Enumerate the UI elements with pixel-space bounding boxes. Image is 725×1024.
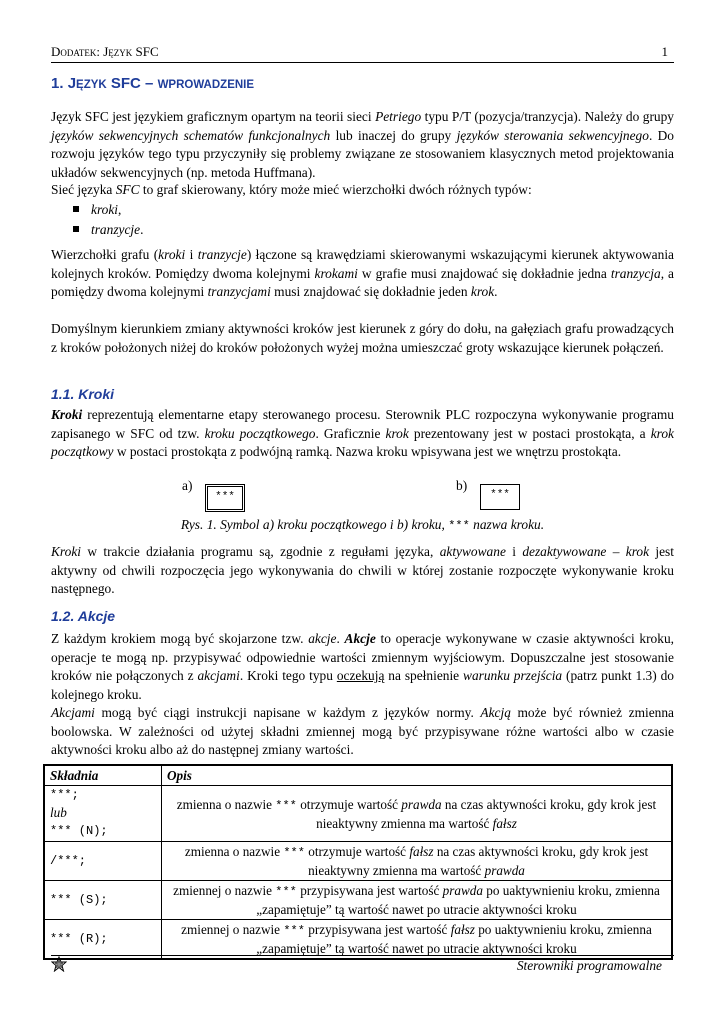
description-cell: zmienna o nazwie *** otrzymuje wartość prawda na czas aktywności kroku, gdy krok jest nieaktywny zmienna ma wartość fałsz — [162, 786, 673, 842]
page-footer — [51, 955, 674, 973]
intro-paragraph-1: Język SFC jest językiem graficznym opartym na teorii sieci Petriego typu P/T (pozycja/tranzycja). Należy do grupy języków sekwencyjnych schematów funkcjonalnych lub inaczej do grupy języków sterowania sekwencyjnego. Do rozwoju języków tego typu przyczyniły się problemy związane ze stosowaniem klasycznych metod projektowania układów sekwencyjnych (np. metoda Huffmana). — [51, 109, 675, 180]
table-row — [44, 842, 672, 881]
figure-label-b: b) — [456, 478, 468, 493]
akcje-paragraph-2: Akcjami mogą być ciągi instrukcji napisane w każdym z języków normy. Akcją może być również zmienna boolowska. W zależności od użytej składni zmiennej mogą być przypisywane różne wartości albo w czasie aktywności kroku albo aż do następnej zmiany wartości. — [51, 705, 674, 757]
step-symbol: *** — [480, 484, 520, 510]
description-cell: zmiennej o nazwie *** przypisywana jest wartość fałsz po uaktywnieniu kroku, zmienna „zapamiętuje” tą wartość nawet po utracie aktywności kroku — [162, 920, 673, 960]
bullet-square-icon — [73, 206, 79, 212]
table-row — [44, 881, 672, 920]
bullet-item-tranzycje: tranzycje. — [73, 221, 143, 239]
table-header-row — [44, 765, 672, 786]
table-row — [44, 786, 672, 842]
footer-title: Sterowniki programowalne — [516, 958, 662, 973]
logo-icon — [51, 956, 67, 972]
intro-paragraph-2: Sieć języka SFC to graf skierowany, który może mieć wierzchołki dwóch różnych typów: — [51, 182, 532, 197]
bullet-item-kroki: kroki, — [73, 201, 121, 219]
figure-label-a: a) — [182, 478, 193, 493]
description-cell: zmienna o nazwie *** otrzymuje wartość fałsz na czas aktywności kroku, gdy krok jest nieaktywny zmienna ma wartość prawda — [162, 842, 673, 881]
syntax-cell: ***; lub *** (N); — [44, 786, 162, 842]
section-heading-kroki: 1.1. Kroki — [51, 386, 115, 402]
syntax-cell: *** (S); — [44, 881, 162, 920]
intro-paragraph-3: Wierzchołki grafu (kroki i tranzycje) łączone są krawędziami skierowanymi wskazującymi kierunek aktywowania kolejnych kroków. Pomiędzy dwoma kolejnymi krokami w grafie musi znajdować się dokładnie jedna tranzycja, a pomiędzy dwoma kolejnymi tranzycjami musi znajdować się dokładnie jeden krok. — [51, 247, 674, 299]
page-number: 1 — [661, 44, 668, 59]
table-header-description: Opis — [162, 765, 673, 786]
bullet-square-icon — [73, 226, 79, 232]
header-title: Dodatek: Język SFC — [51, 44, 159, 59]
syntax-cell: *** (R); — [44, 920, 162, 960]
akcje-paragraph-1: Z każdym krokiem mogą być skojarzone tzw. akcje. Akcje to operacje wykonywane w czasie aktywności kroku, operacje te mogą np. przypisywać odpowiednie wartości zmiennym wyjściowym. Dopuszczalne jest stosowanie kroków nie połączonych z akcjami. Kroki tego typu oczekują na spełnienie warunku przejścia (patrz punkt 1.3) do kolejnego kroku. — [51, 631, 674, 702]
syntax-table — [43, 764, 673, 960]
kroki-paragraph-2: Kroki w trakcie działania programu są, zgodnie z regułami języka, aktywowane i dezaktywowane – krok jest aktywny od chwili rozpoczęcia jego wykonywania do chwili w której zostanie rozpoczęte wykonywanie kroku następnego. — [51, 544, 674, 596]
intro-paragraph-4: Domyślnym kierunkiem zmiany aktywności kroków jest kierunek z góry do dołu, na gałęziach grafu prowadzących z kroków położonych niżej do kroków położonych wyżej można umieszczać groty wskazujące kierunek połączeń. — [51, 321, 674, 355]
page-header — [51, 42, 674, 63]
kroki-paragraph-1: Kroki reprezentują elementarne etapy sterowanego procesu. Sterownik PLC rozpoczyna wykonywanie programu zapisanego w SFC od tzw. kroku początkowego. Graficznie krok prezentowany jest w postaci prostokąta, a krok początkowy w postaci prostokąta z podwójną ramką. Nazwa kroku wpisywana jest we wnętrzu prostokąta. — [51, 407, 674, 459]
figure-caption: Rys. 1. Symbol a) kroku początkowego i b) kroku, *** nazwa kroku. — [180, 517, 545, 533]
chapter-title: 1. JĘZYK SFC – WPROWADZENIE — [51, 75, 255, 92]
section-heading-akcje: 1.2. Akcje — [51, 608, 116, 624]
description-cell: zmiennej o nazwie *** przypisywana jest wartość prawda po uaktywnieniu kroku, zmienna „zapamiętuje” tą wartość nawet po utracie aktywności kroku — [162, 881, 673, 920]
syntax-cell: /***; — [44, 842, 162, 881]
initial-step-symbol: *** — [205, 484, 245, 512]
table-row — [44, 920, 672, 960]
table-header-syntax: Składnia — [44, 765, 162, 786]
